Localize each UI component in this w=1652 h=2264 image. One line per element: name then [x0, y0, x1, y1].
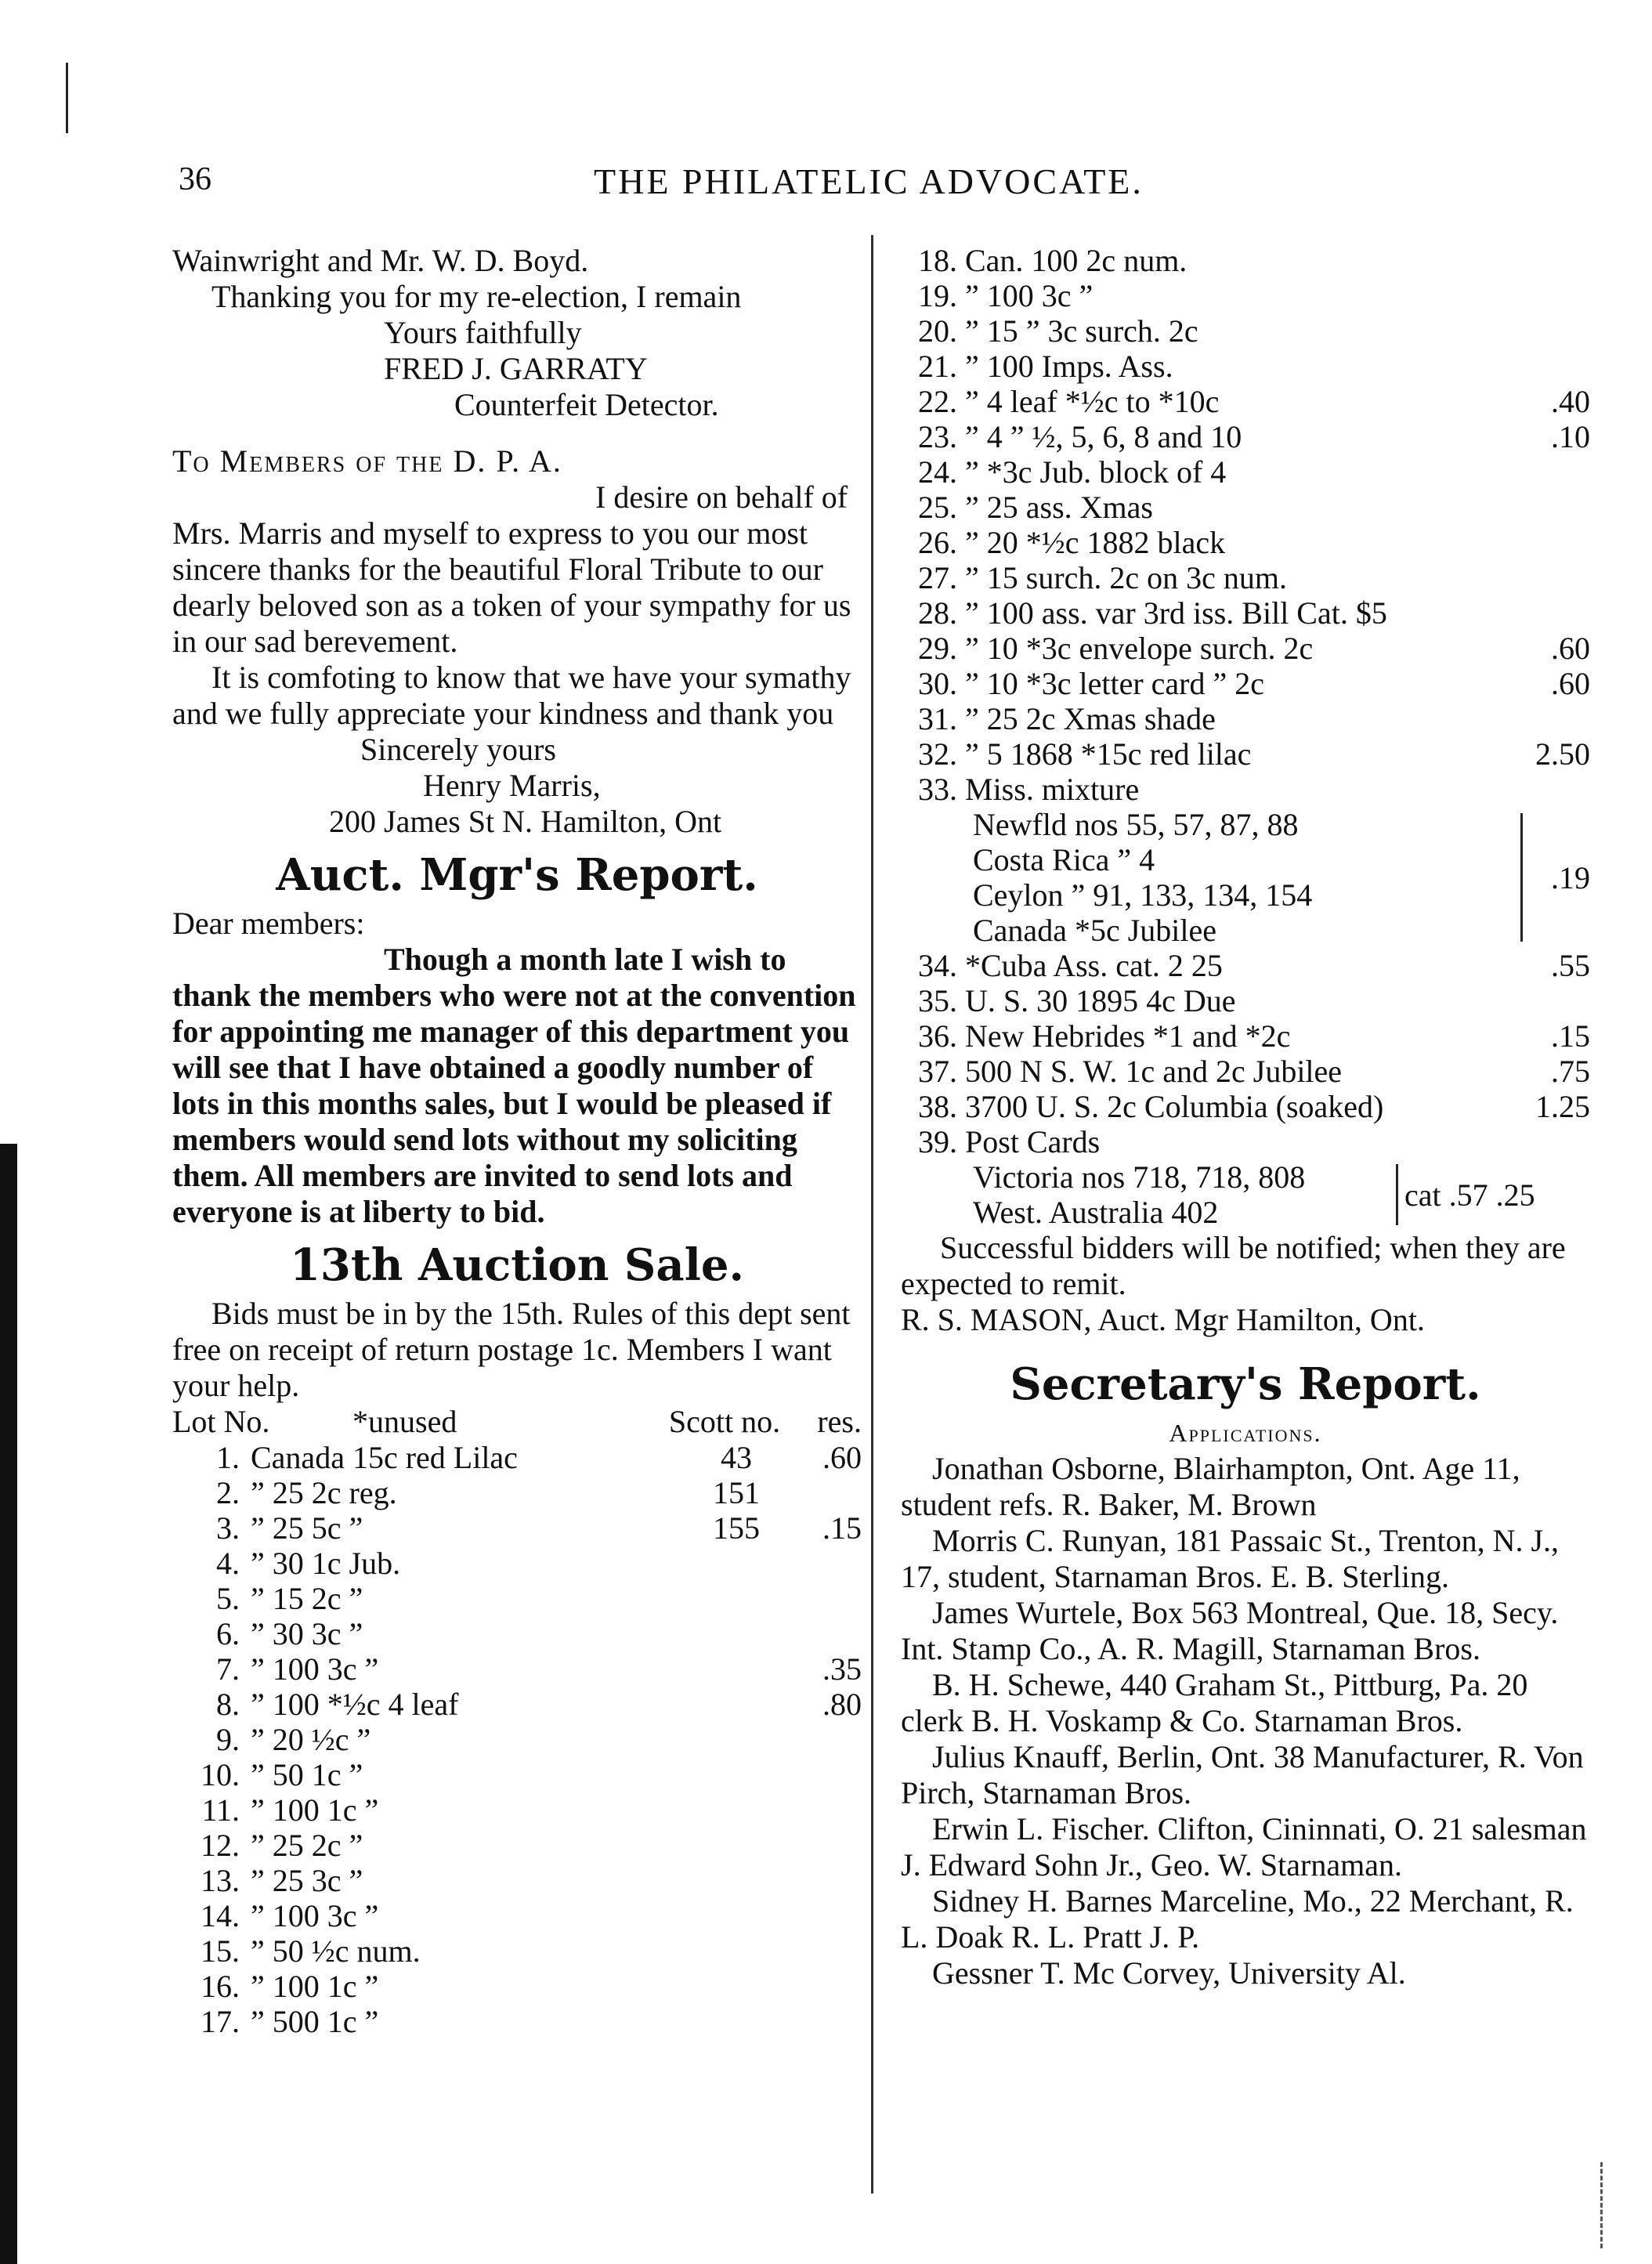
lot-description: ” 10 *3c envelope surch. 2c	[965, 631, 1314, 666]
application-entry: Morris C. Runyan, 181 Passaic St., Trenton, N. J., 17, student, Starnaman Bros. E. B. Sterling.	[901, 1523, 1560, 1594]
lot-33-mixture	[901, 807, 1590, 948]
lot-reserve	[783, 1581, 862, 1616]
lot-row	[901, 948, 1590, 983]
lot-number: 23.	[918, 419, 957, 454]
lot-scott-number	[689, 1969, 783, 2004]
application-entry: Julius Knauff, Berlin, Ont. 38 Manufacturer, R. Von Pirch, Starnaman Bros.	[901, 1739, 1584, 1810]
lot-number: 11.	[201, 1792, 240, 1828]
page-number: 36	[179, 161, 211, 197]
lot-number: 30.	[918, 666, 957, 701]
lot-reserve	[1504, 525, 1590, 560]
auction-heading: 13th Auction Sale.	[289, 1239, 745, 1291]
lot-row	[901, 349, 1590, 384]
lot-row	[172, 1546, 862, 1581]
lot-description: ” 10 *3c letter card ” 2c	[965, 666, 1265, 701]
lot-scott-number	[689, 1616, 783, 1651]
lot-number: 3.	[216, 1510, 240, 1546]
lot-reserve	[1504, 243, 1590, 278]
lot-description: ” 30 1c Jub.	[251, 1546, 401, 1581]
lot-number: 34.	[918, 948, 957, 983]
application-entry: Erwin L. Fischer. Clifton, Cininnati, O. 21 salesman J. Edward Sohn Jr., Geo. W. Starnaman.	[901, 1811, 1587, 1882]
mixture-line: Newfld nos 55, 57, 87, 88	[973, 807, 1299, 842]
letter2-salutation: To Members of the D. P. A.	[172, 443, 562, 479]
lot-reserve	[1504, 560, 1590, 595]
lot-reserve: .15	[1551, 1018, 1590, 1054]
lot-description: 3700 U. S. 2c Columbia (soaked)	[965, 1089, 1384, 1124]
lot-number: 18.	[918, 243, 957, 278]
lot-row	[901, 454, 1590, 490]
lot-description: ” 25 ass. Xmas	[965, 490, 1153, 525]
lot-33-title: 33. Miss. mixture	[918, 772, 1140, 807]
lot-reserve	[783, 1933, 862, 1969]
lot-row	[901, 1054, 1590, 1089]
scan-edge-bar	[0, 1144, 17, 2264]
mixture-line: Canada *5c Jubilee	[973, 913, 1216, 948]
lot-scott-number	[689, 1546, 783, 1581]
lot-row	[901, 595, 1590, 631]
lot-row	[172, 1475, 862, 1510]
lot-description: Canada 15c red Lilac	[251, 1440, 518, 1475]
mixture-line: Ceylon ” 91, 133, 134, 154	[973, 877, 1313, 913]
lot-scott-number: 155	[713, 1510, 760, 1546]
lot-description: ” 15 2c ”	[251, 1581, 363, 1616]
lot-reserve	[783, 1616, 862, 1651]
lot-row	[172, 1792, 862, 1828]
lot-number: 14.	[201, 1898, 240, 1933]
lot-row	[901, 490, 1590, 525]
lot-description: ” 100 3c ”	[251, 1651, 379, 1687]
lot-reserve: .35	[822, 1651, 862, 1687]
col-lot-header: Lot No.	[172, 1404, 270, 1439]
lot-row	[172, 1828, 862, 1863]
lot-description: ” 20 *½c 1882 black	[965, 525, 1226, 560]
lot-row	[901, 243, 1590, 278]
lot-number: 26.	[918, 525, 957, 560]
application-entry: James Wurtele, Box 563 Montreal, Que. 18, Secy. Int. Stamp Co., A. R. Magill, Starnaman Bros.	[901, 1595, 1559, 1666]
lot-number: 4.	[216, 1546, 240, 1581]
lot-number: 12.	[201, 1828, 240, 1863]
lot-row	[172, 1898, 862, 1933]
lot-number: 7.	[216, 1651, 240, 1687]
lot-number: 1.	[216, 1440, 240, 1475]
lot-row	[172, 1933, 862, 1969]
lot-number: 37.	[918, 1054, 957, 1089]
lot-description: ” 4 ” ½, 5, 6, 8 and 10	[965, 419, 1242, 454]
lot-number: 19.	[918, 278, 957, 313]
lot-reserve	[1504, 490, 1590, 525]
auction-manager-signature: R. S. MASON, Auct. Mgr Hamilton, Ont.	[901, 1302, 1425, 1337]
lot-reserve	[783, 1757, 862, 1792]
lot-description: U. S. 30 1895 4c Due	[965, 983, 1236, 1018]
lot-reserve	[783, 1969, 862, 2004]
lot-row	[901, 419, 1590, 454]
auct-report-body: Though a month late I wish to thank the members who were not at the convention for appointing me manager of this department you will see that I have obtained a goodly number of lots in this months sales, but I would be pleased if members would send lots without my soliciting them. All members are invited to send lots and everyone is at liberty to bid.	[172, 942, 856, 1229]
col-res-header: res.	[817, 1404, 862, 1439]
lot-row	[901, 313, 1590, 349]
mixture-line: Costa Rica ” 4	[973, 842, 1155, 877]
post-card-line: West. Australia 402	[973, 1195, 1219, 1230]
lot-table-left	[172, 1440, 862, 2039]
lot-reserve	[1504, 701, 1590, 736]
lot-number: 21.	[918, 349, 957, 384]
lot-39-post-cards	[901, 1159, 1590, 1230]
application-entry: Gessner T. Mc Corvey, University Al.	[932, 1955, 1406, 1991]
lot-row	[901, 278, 1590, 313]
lot-description: ” 100 *½c 4 leaf	[251, 1687, 459, 1722]
lot-number: 13.	[201, 1863, 240, 1898]
lot-scott-number: 151	[713, 1475, 760, 1510]
lot-number: 22.	[918, 384, 957, 419]
lot-scott-number	[689, 2004, 783, 2039]
lot-number: 31.	[918, 701, 957, 736]
lot-row	[172, 1651, 862, 1687]
brace	[1502, 813, 1523, 942]
applications-subheading: Applications.	[1169, 1419, 1322, 1447]
lot-description: ” 25 3c ”	[251, 1863, 363, 1898]
auction-closing-notice: Successful bidders will be notified; when they are expected to remit.	[901, 1230, 1566, 1301]
col-scott-header: Scott no.	[668, 1404, 781, 1439]
lot-description: ” 25 5c ”	[251, 1510, 363, 1546]
lot-description: ” 50 1c ”	[251, 1757, 363, 1792]
lot-scott-number	[689, 1933, 783, 1969]
right-column	[901, 243, 1590, 1991]
lot-reserve: .15	[822, 1510, 862, 1546]
lot-scott-number	[689, 1687, 783, 1722]
lot-row	[172, 1687, 862, 1722]
application-entry: Jonathan Osborne, Blairhampton, Ont. Age 11, student refs. R. Baker, M. Brown	[901, 1451, 1520, 1522]
lot-number: 29.	[918, 631, 957, 666]
lot-description: New Hebrides *1 and *2c	[965, 1018, 1291, 1054]
lot-number: 24.	[918, 454, 957, 490]
letter2-paragraph-1: I desire on behalf of Mrs. Marris and myself to express to you our most sincere thanks for the beautiful Floral Tribute to our dearly beloved son as a token of your sympathy for us in our sad berevement.	[172, 479, 851, 659]
letter2-signature: Henry Marris,	[423, 768, 601, 803]
letter1-signature: FRED J. GARRATY	[384, 351, 648, 386]
scan-edge-mark	[66, 63, 68, 133]
lot-reserve	[783, 1828, 862, 1863]
lot-description: ” 25 2c ”	[251, 1828, 363, 1863]
lot-description: ” 15 surch. 2c on 3c num.	[965, 560, 1288, 595]
lot-description: ” 100 3c ”	[965, 278, 1094, 313]
lot-description: ” 100 Imps. Ass.	[965, 349, 1173, 384]
lot-number: 38.	[918, 1089, 957, 1124]
lot-reserve	[783, 1898, 862, 1933]
lot-39-title: 39. Post Cards	[918, 1124, 1101, 1159]
lot-number: 16.	[201, 1969, 240, 2004]
lot-row	[172, 1616, 862, 1651]
lot-row	[901, 666, 1590, 701]
lot-reserve	[783, 1863, 862, 1898]
lot-number: 32.	[918, 736, 957, 772]
lot-description: ” 5 1868 *15c red lilac	[965, 736, 1252, 772]
lot-description: 500 N S. W. 1c and 2c Jubilee	[965, 1054, 1343, 1089]
lot-number: 17.	[201, 2004, 240, 2039]
lot-description: ” 50 ½c num.	[251, 1933, 421, 1969]
application-entry: B. H. Schewe, 440 Graham St., Pittburg, Pa. 20 clerk B. H. Voskamp & Co. Starnaman Bros.	[901, 1667, 1528, 1738]
lot-reserve	[1504, 454, 1590, 490]
lot-number: 27.	[918, 560, 957, 595]
lot-row	[901, 560, 1590, 595]
lot-reserve	[1504, 278, 1590, 313]
lot-row	[901, 631, 1590, 666]
lot-row	[901, 701, 1590, 736]
lot-description: ” 30 3c ”	[251, 1616, 363, 1651]
lot-scott-number	[689, 1828, 783, 1863]
lot-reserve	[783, 1546, 862, 1581]
lot-row	[172, 1510, 862, 1546]
lot-reserve	[783, 1792, 862, 1828]
lot-scott-number	[689, 1898, 783, 1933]
lot-number: 20.	[918, 313, 957, 349]
lot-number: 2.	[216, 1475, 240, 1510]
application-entry: Sidney H. Barnes Marceline, Mo., 22 Merchant, R. L. Doak R. L. Pratt J. P.	[901, 1883, 1574, 1955]
lot-reserve	[1504, 349, 1590, 384]
lot-row	[172, 1757, 862, 1792]
letter1-title: Counterfeit Detector.	[454, 387, 719, 422]
lot-row	[901, 1018, 1590, 1054]
lot-description: ” 25 2c reg.	[251, 1475, 397, 1510]
page-header	[179, 161, 1589, 208]
auction-intro: Bids must be in by the 15th. Rules of this dept sent free on receipt of return postage 1c. Members I want your help.	[172, 1296, 851, 1403]
lot-row	[901, 983, 1590, 1018]
lot-number: 25.	[918, 490, 957, 525]
column-divider	[871, 235, 873, 2193]
lot-reserve: .55	[1551, 948, 1590, 983]
letter1-continued: Wainwright and Mr. W. D. Boyd.	[172, 243, 589, 278]
auct-report-heading: Auct. Mgr's Report.	[276, 849, 758, 901]
lot-reserve: .80	[822, 1687, 862, 1722]
lot-table-right	[901, 243, 1590, 772]
lot-row	[901, 384, 1590, 419]
lot-number: 10.	[201, 1757, 240, 1792]
letter1-closing: Yours faithfully	[384, 315, 582, 350]
lot-number: 8.	[216, 1687, 240, 1722]
brace	[1380, 1164, 1398, 1225]
lot-39-cat: cat .57 .25	[1404, 1177, 1535, 1213]
lot-description: ” 25 2c Xmas shade	[965, 701, 1216, 736]
lot-number: 5.	[216, 1581, 240, 1616]
lot-reserve	[783, 1722, 862, 1757]
lot-reserve	[1504, 595, 1590, 631]
lot-number: 36.	[918, 1018, 957, 1054]
lot-description: ” 100 1c ”	[251, 1969, 379, 2004]
lot-number: 35.	[918, 983, 957, 1018]
lot-description: ” 100 ass. var 3rd iss. Bill Cat. $5	[965, 595, 1387, 631]
lot-reserve: .60	[822, 1440, 862, 1475]
lot-number: 9.	[216, 1722, 240, 1757]
letter1-thanks: Thanking you for my re-election, I remain	[211, 279, 742, 314]
running-title: THE PHILATELIC ADVOCATE.	[594, 161, 1144, 201]
lot-description: ” 20 ½c ”	[251, 1722, 371, 1757]
scan-right-ticks	[1600, 2162, 1605, 2248]
lot-description: ” 15 ” 3c surch. 2c	[965, 313, 1198, 349]
lot-row	[901, 736, 1590, 772]
lot-scott-number	[689, 1722, 783, 1757]
auct-report-salutation: Dear members:	[172, 906, 365, 941]
left-column	[172, 243, 862, 2039]
lot-reserve: .60	[1551, 631, 1590, 666]
lot-reserve	[1504, 313, 1590, 349]
lot-33-reserve: .19	[1551, 859, 1590, 895]
lot-row	[901, 525, 1590, 560]
lot-description: ” *3c Jub. block of 4	[965, 454, 1227, 490]
secretary-report-heading: Secretary's Report.	[1010, 1358, 1481, 1410]
lot-scott-number	[689, 1581, 783, 1616]
lot-table-right-2	[901, 948, 1590, 1124]
lot-reserve: .75	[1551, 1054, 1590, 1089]
lot-reserve	[783, 2004, 862, 2039]
lot-scott-number	[689, 1757, 783, 1792]
lot-scott-number	[689, 1792, 783, 1828]
lot-description: ” 500 1c ”	[251, 2004, 379, 2039]
lot-description: ” 4 leaf *½c to *10c	[965, 384, 1220, 419]
applications-list	[901, 1451, 1590, 1991]
lot-description: ” 100 1c ”	[251, 1792, 379, 1828]
lot-row	[172, 1863, 862, 1898]
lot-reserve: 2.50	[1535, 736, 1590, 772]
lot-description: *Cuba Ass. cat. 2 25	[965, 948, 1223, 983]
lot-number: 6.	[216, 1616, 240, 1651]
lot-number: 28.	[918, 595, 957, 631]
letter2-address: 200 James St N. Hamilton, Ont	[329, 804, 722, 839]
letter2-closing: Sincerely yours	[360, 732, 556, 767]
lot-reserve: .10	[1551, 419, 1590, 454]
letter2-paragraph-2: It is comfoting to know that we have your symathy and we fully appreciate your kindness and thank you	[172, 660, 851, 731]
col-unused-header: *unused	[352, 1404, 457, 1439]
lot-reserve: .60	[1551, 666, 1590, 701]
lot-number: 15.	[201, 1933, 240, 1969]
lot-reserve	[1504, 983, 1590, 1018]
lot-reserve	[783, 1475, 862, 1510]
lot-row	[172, 1969, 862, 2004]
lot-scott-number: 43	[721, 1440, 752, 1475]
lot-description: ” 100 3c ”	[251, 1898, 379, 1933]
lot-row	[172, 1440, 862, 1475]
lot-table-header	[172, 1404, 862, 1440]
lot-description: Can. 100 2c num.	[965, 243, 1187, 278]
lot-row	[172, 1581, 862, 1616]
lot-reserve: 1.25	[1535, 1089, 1590, 1124]
lot-row	[901, 1089, 1590, 1124]
lot-row	[172, 1722, 862, 1757]
lot-row	[172, 2004, 862, 2039]
lot-scott-number	[689, 1863, 783, 1898]
post-card-line: Victoria nos 718, 718, 808	[973, 1159, 1306, 1195]
lot-reserve: .40	[1551, 384, 1590, 419]
lot-scott-number	[689, 1651, 783, 1687]
